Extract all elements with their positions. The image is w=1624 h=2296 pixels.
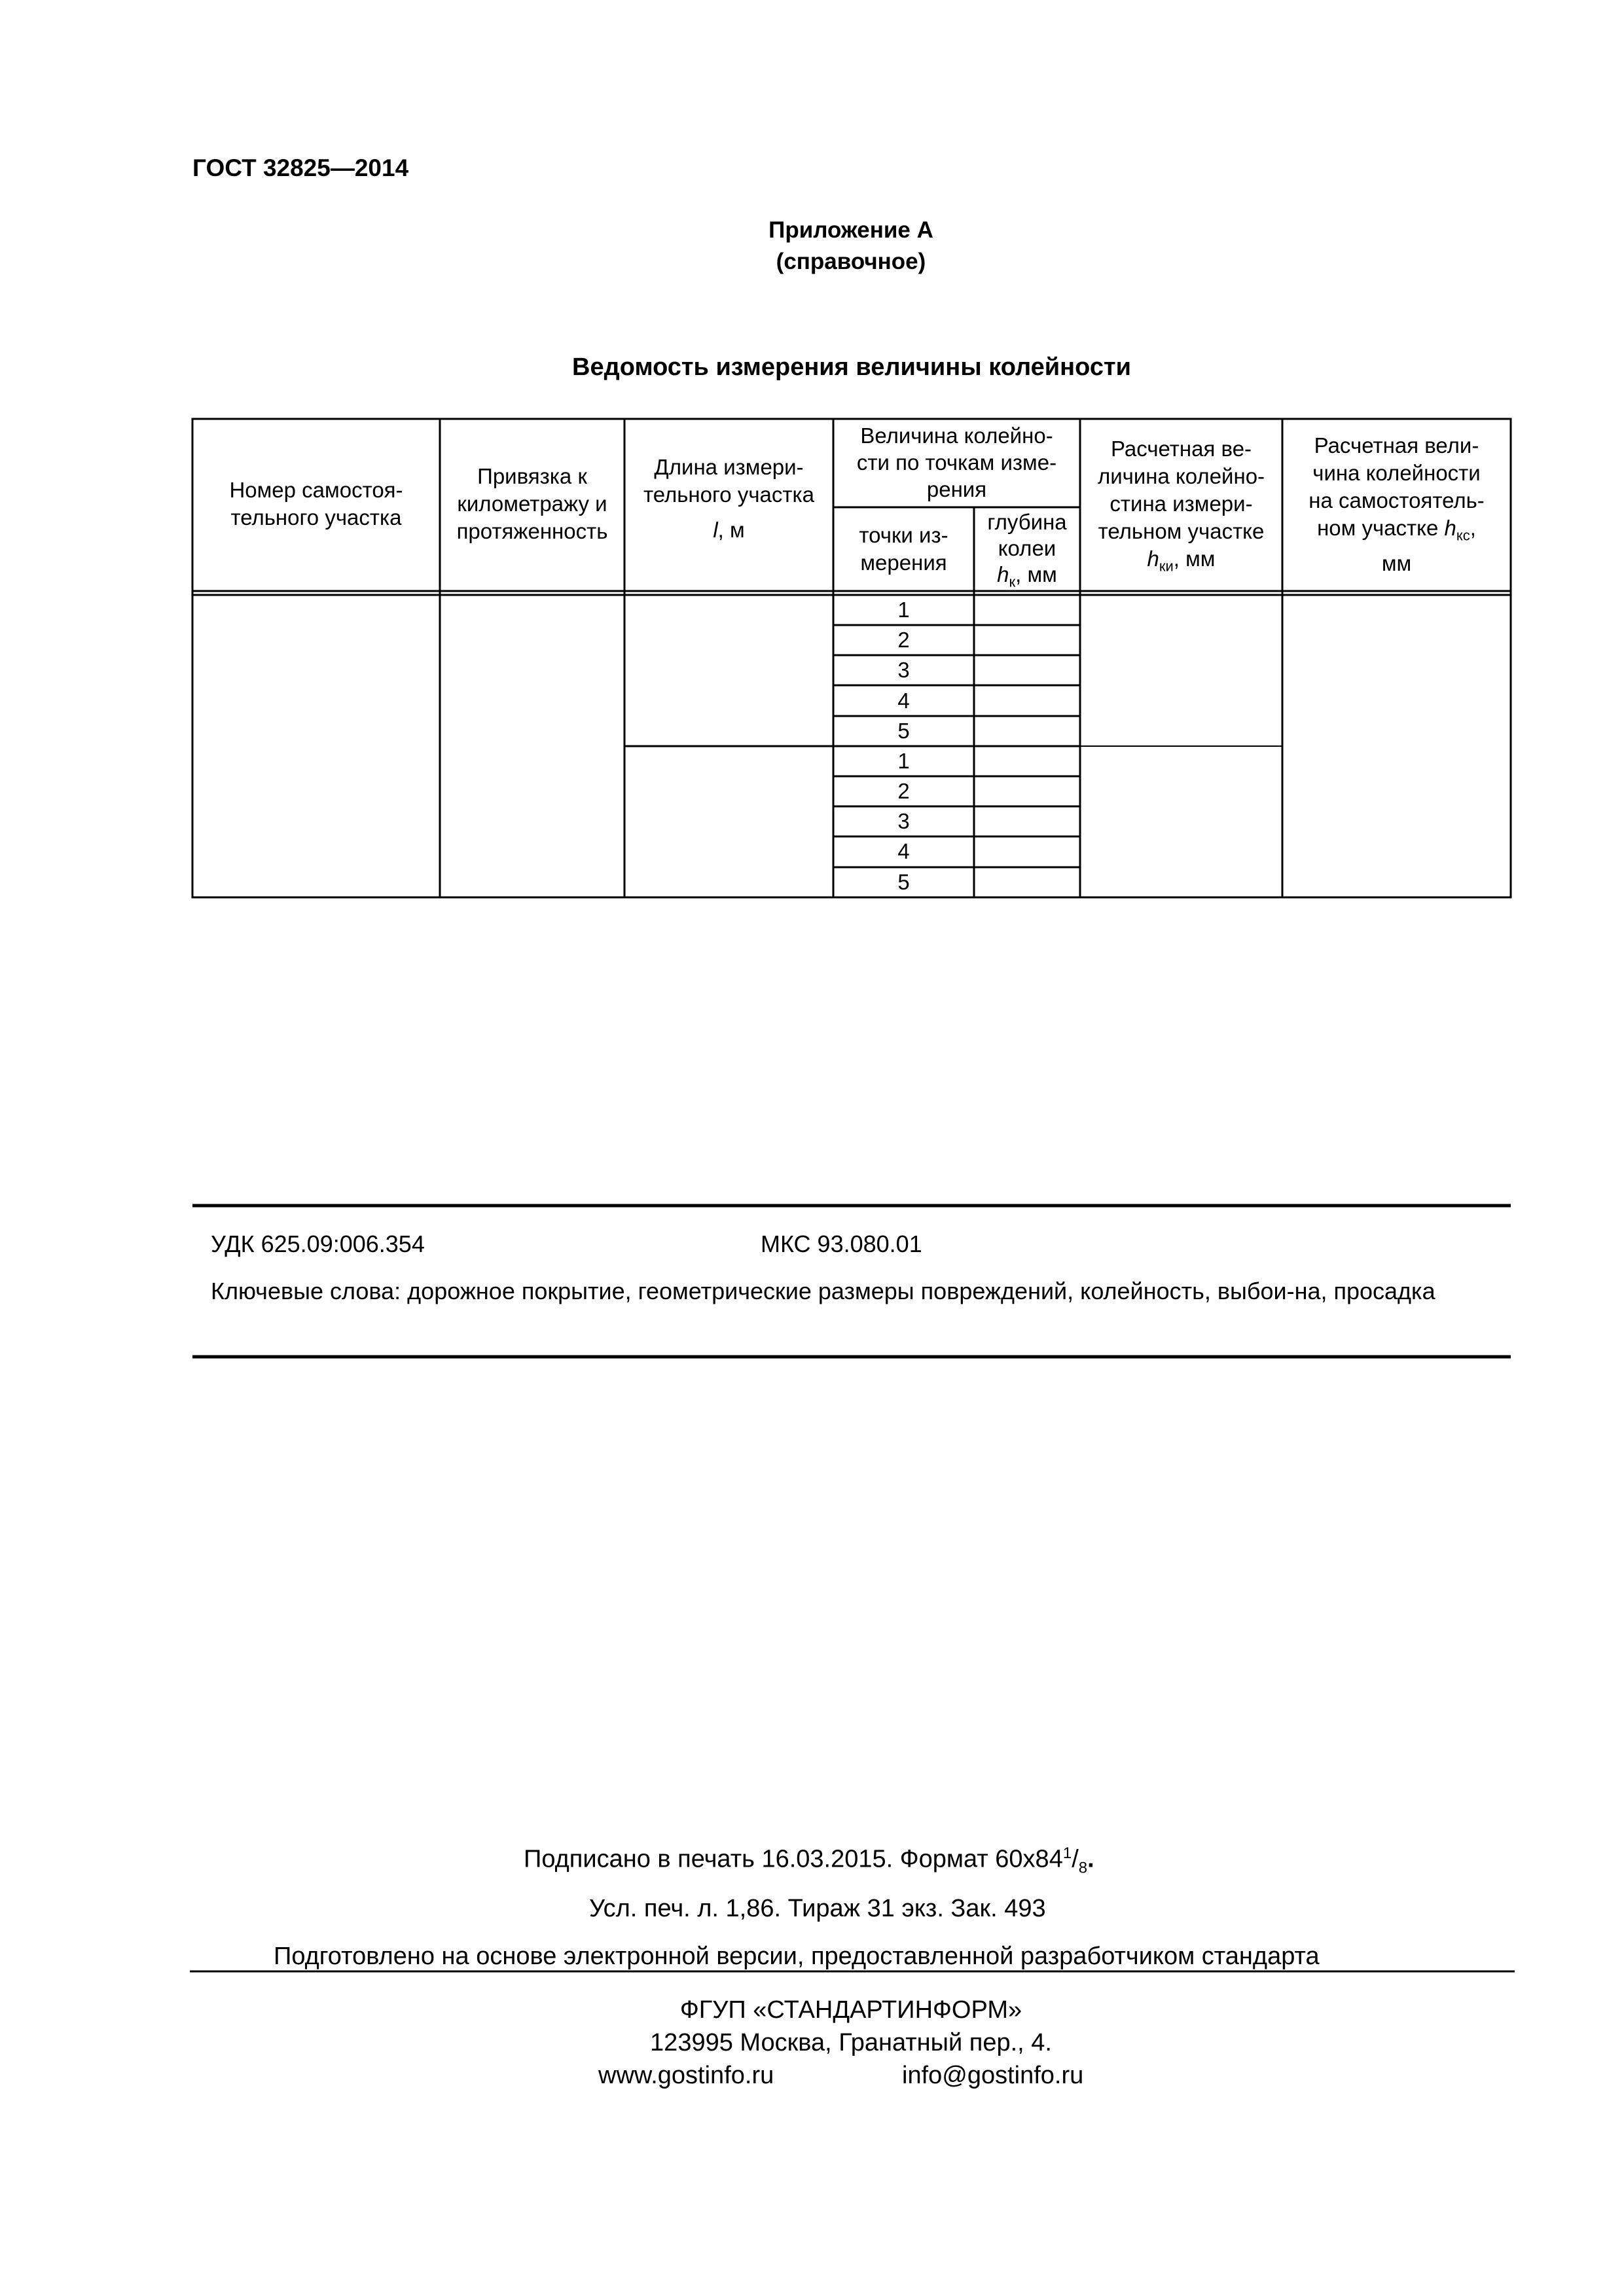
header-depth xyxy=(974,509,1080,596)
publisher-website-link[interactable]: www.gostinfo.ru xyxy=(598,2062,774,2089)
header-line: мерения xyxy=(860,550,947,575)
text: ном участке xyxy=(1317,516,1439,540)
header-line: на самостоятель- xyxy=(1308,488,1485,512)
header-line: колеи xyxy=(998,536,1056,560)
header-line: мм xyxy=(1381,550,1412,575)
unit: , м xyxy=(717,518,745,542)
point-number: 1 xyxy=(897,598,910,622)
header-line: Номер самостоя- xyxy=(229,478,403,502)
imprint-signed-text: Подписано в печать 16.03.2015. Формат 60x84 xyxy=(524,1845,1063,1873)
keywords: Ключевые слова: дорожное покрытие, геометрические размеры повреждений, колейность, выбои-на, просадка xyxy=(211,1278,1435,1304)
point-number: 5 xyxy=(897,719,910,743)
subscript: ки xyxy=(1159,558,1174,575)
appendix-kind: (справочное) xyxy=(776,249,926,274)
unit: , xyxy=(1470,516,1476,540)
imprint-prepared: Подготовлено на основе электронной версии, предоставленной разработчиком стандарта xyxy=(274,1943,1320,1970)
header-line: Расчетная ве- xyxy=(1110,437,1252,461)
udk-code: УДК 625.09:006.354 xyxy=(211,1230,425,1257)
header-line xyxy=(1282,514,1511,550)
header-line: километражу и xyxy=(457,492,607,516)
appendix-title: Приложение А xyxy=(768,217,933,243)
header-line: Привязка к xyxy=(477,464,587,488)
unit: , мм xyxy=(1173,547,1216,571)
header-line: Длина измери- xyxy=(654,455,804,479)
table-title: Ведомость измерения величины колейности xyxy=(572,353,1131,381)
header-line: Величина колейно- xyxy=(860,423,1053,448)
subscript: кс xyxy=(1456,527,1470,544)
header-line: протяженность xyxy=(456,519,608,543)
imprint-print-info: Усл. печ. л. 1,86. Тираж 31 экз. Зак. 493 xyxy=(589,1895,1046,1922)
header-line xyxy=(974,562,1080,596)
document-code: ГОСТ 32825—2014 xyxy=(192,154,409,181)
point-number: 4 xyxy=(897,839,910,863)
format-tail: . xyxy=(1087,1845,1094,1873)
mks-code: МКС 93.080.01 xyxy=(761,1230,922,1257)
header-calc-measuring xyxy=(1080,435,1282,581)
header-points xyxy=(833,522,974,577)
header-section-number xyxy=(192,476,440,531)
unit: , мм xyxy=(1015,562,1057,586)
publisher-name: ФГУП «СТАНДАРТИНФОРМ» xyxy=(679,1996,1022,2024)
header-line: тельном участке xyxy=(1098,519,1265,543)
header-line: личина колейно- xyxy=(1097,464,1265,488)
header-rut-group xyxy=(833,422,1080,503)
point-number: 1 xyxy=(897,749,910,773)
header-km-binding xyxy=(440,463,624,545)
publisher-email-link[interactable]: info@gostinfo.ru xyxy=(902,2062,1084,2089)
header-line: чина колейности xyxy=(1312,461,1481,485)
header-line: стина измери- xyxy=(1110,492,1253,516)
imprint-signed: Подписано в печать 16.03.2015. Формат $60x84^1/_8$. xyxy=(524,1844,1094,1877)
point-number: 2 xyxy=(897,779,910,803)
point-number: 2 xyxy=(897,628,910,652)
header-line: Расчетная вели- xyxy=(1314,433,1479,457)
subscript: к xyxy=(1009,573,1016,590)
symbol: l xyxy=(713,518,718,542)
symbol: h xyxy=(997,562,1009,586)
header-calc-section xyxy=(1282,432,1511,577)
symbol: h xyxy=(1444,516,1456,540)
symbol: h xyxy=(1147,547,1159,571)
point-number: 3 xyxy=(897,809,910,833)
point-number: 4 xyxy=(897,689,910,713)
header-length xyxy=(624,454,833,544)
format-numerator: 1 xyxy=(1062,1844,1072,1862)
publisher-address: 123995 Москва, Гранатный пер., 4. xyxy=(650,2029,1052,2056)
format-denominator: 8 xyxy=(1078,1859,1088,1877)
header-line: глубина xyxy=(987,510,1067,534)
point-number: 3 xyxy=(897,658,910,682)
header-line: точки из- xyxy=(859,523,948,547)
header-line: рения xyxy=(926,477,987,501)
header-line xyxy=(624,516,833,544)
header-line: тельного участка xyxy=(643,482,815,507)
header-line: сти по точкам изме- xyxy=(856,450,1057,475)
header-line xyxy=(1080,545,1282,581)
header-line: тельного участка xyxy=(230,505,402,529)
point-number: 5 xyxy=(897,870,910,894)
